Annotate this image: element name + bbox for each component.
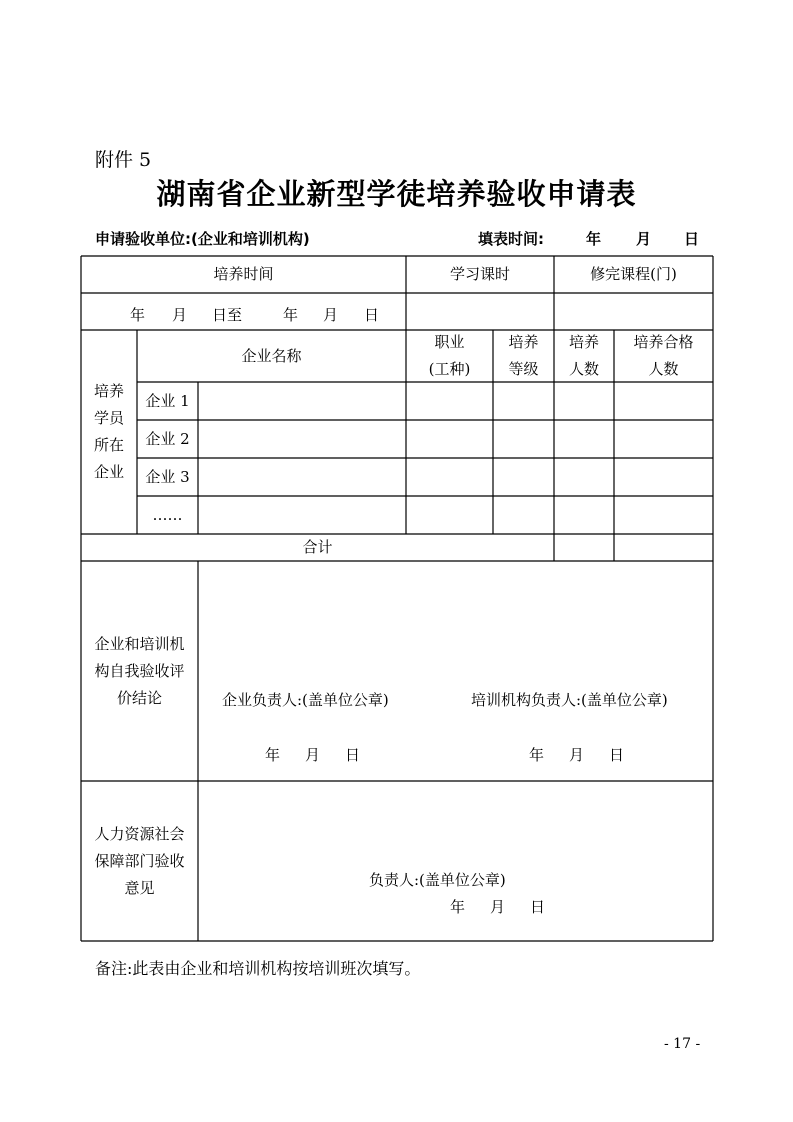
self-eval-date-right-year: 年 [529, 746, 545, 764]
hr-date-day: 日 [530, 898, 546, 916]
self-eval-date-left-year: 年 [265, 746, 281, 764]
company-row-label: 企业 2 [145, 429, 190, 448]
page-number: - 17 - [664, 1036, 701, 1052]
company-row-label: 企业 1 [145, 391, 190, 410]
date-from-year: 年 [130, 306, 146, 324]
date-from-month: 月 [172, 306, 188, 324]
company-name-header: 企业名称 [241, 346, 302, 365]
date-from-day: 日至 [212, 306, 243, 324]
hr-head-signature: 负责人:(盖单位公章) [369, 871, 506, 889]
footnote: 备注:此表由企业和培训机构按培训班次填写。 [95, 959, 421, 978]
qualified-count-header: 培养合格 人数 [633, 333, 694, 378]
date-to-month: 月 [323, 306, 339, 324]
training-level-header: 培养 等级 [508, 333, 539, 378]
total-label: 合计 [302, 538, 333, 556]
hr-opinion-label: 人力资源社会 保障部门验收 意见 [94, 824, 185, 897]
attachment-label: 附件 5 [95, 149, 152, 171]
self-eval-date-right-day: 日 [609, 746, 625, 764]
page-title: 湖南省企业新型学徒培养验收申请表 [156, 177, 637, 211]
hr-date-month: 月 [490, 898, 506, 916]
applicant-unit-label: 申请验收单位:(企业和培训机构) [95, 230, 310, 248]
training-time-header: 培养时间 [213, 265, 274, 283]
institution-head-signature: 培训机构负责人:(盖单位公章) [471, 691, 668, 709]
hr-date-year: 年 [450, 898, 466, 916]
fill-time-year: 年 [586, 230, 602, 248]
fill-time-month: 月 [636, 230, 652, 248]
self-eval-date-right-month: 月 [569, 746, 585, 764]
courses-completed-header: 修完课程(门) [590, 265, 677, 283]
self-evaluation-label: 企业和培训机 构自我验收评 价结论 [94, 634, 185, 707]
study-hours-header: 学习课时 [449, 265, 510, 283]
date-to-year: 年 [283, 306, 299, 324]
company-row-label: 企业 3 [145, 467, 190, 486]
date-to-day: 日 [364, 306, 380, 324]
company-head-signature: 企业负责人:(盖单位公章) [222, 691, 389, 709]
company-row-ellipsis: …… [152, 505, 183, 524]
fill-time-day: 日 [684, 230, 700, 248]
self-eval-date-left-day: 日 [345, 746, 361, 764]
trainee-count-header: 培养 人数 [568, 333, 599, 378]
fill-time-label: 填表时间: [478, 230, 544, 248]
self-eval-date-left-month: 月 [305, 746, 321, 764]
trainee-company-label: 培养 学员 所在 企业 [93, 382, 124, 481]
occupation-header: 职业 (工种) [428, 333, 471, 378]
